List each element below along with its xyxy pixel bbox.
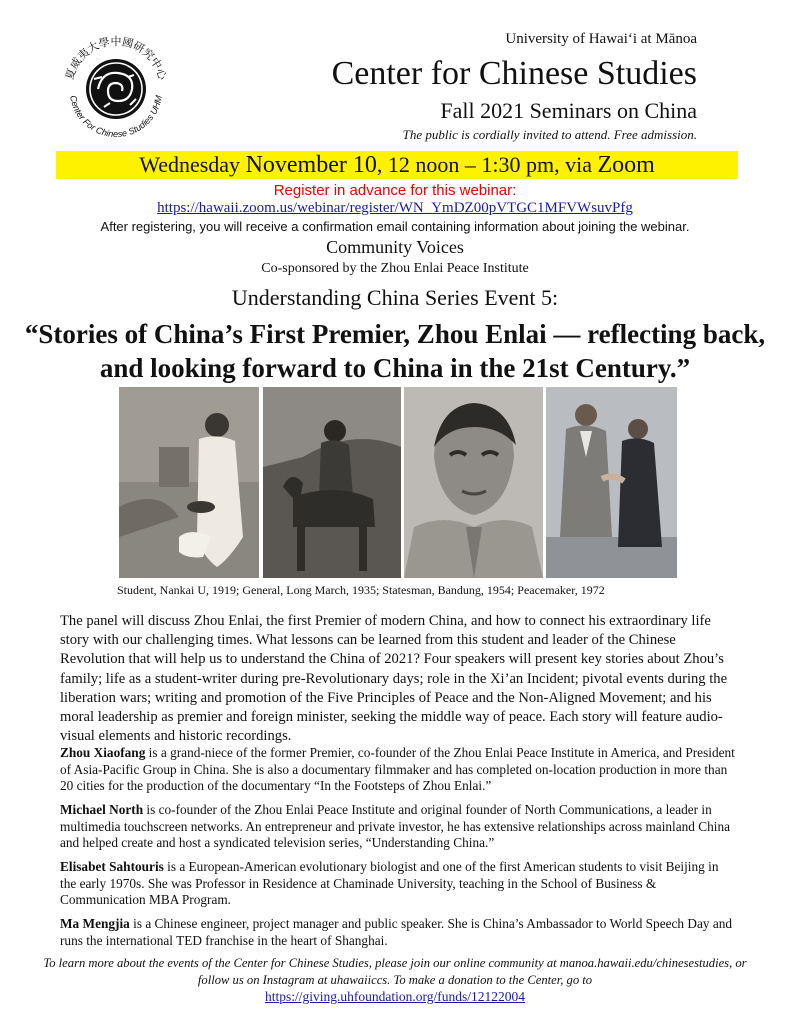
photo-peacemaker bbox=[546, 387, 677, 578]
svg-text:夏威夷大學中國研究中心: 夏威夷大學中國研究中心 bbox=[62, 35, 170, 82]
speaker-description: is co-founder of the Zhou Enlai Peace Institute and original founder of North Communications, a leader in multimedia touchscreen networks. An entrepreneur and private investor, he has extensive relationships across mainland China and helped create and host a syndicated television series, “Understanding China.” bbox=[60, 802, 731, 851]
speaker-bio bbox=[60, 802, 738, 852]
photo-statesman bbox=[404, 387, 543, 578]
register-link[interactable]: https://hawaii.zoom.us/webinar/register/WN_YmDZ00pVTGC1MFVWsuvPfg bbox=[157, 200, 633, 216]
speaker-bio bbox=[60, 859, 738, 909]
university-name: University of Hawaiʻi at Mānoa bbox=[505, 31, 697, 47]
event-time: , 12 noon – 1:30 pm, via bbox=[376, 152, 592, 177]
program-name: Community Voices bbox=[326, 237, 464, 257]
series-event-heading: Understanding China Series Event 5: bbox=[231, 285, 559, 310]
event-date: November 10 bbox=[245, 152, 377, 178]
speaker-bio bbox=[60, 745, 738, 795]
event-day: Wednesday bbox=[139, 152, 241, 177]
speaker-description: is a European-American evolutionary biologist and one of the first American students to visit Beijing in the early 1970s. She was Professor in Residence at Chaminade University, teaching in the School of Business & Communication MBA Program. bbox=[60, 859, 719, 908]
seal-emblem-icon bbox=[58, 31, 174, 147]
event-description: The panel will discuss Zhou Enlai, the first Premier of modern China, and how to connect his extraordinary life story with our challenging times. What lessons can be learned from this student and leader of the Chinese Revolution that will help us to understand the China of 2021? Four speakers will present key stories about Zhou’s family; life as a student-writer during pre-Revolutionary days; role in the Xi’an Incident; pivotal events during the liberation wars; writing and promotion of the Five Principles of Peace and the Non-Aligned Movement; and his moral leadership as premier and foreign minister, seeking the middle way of peace. Each story will feature audio-visual elements and historic recordings. bbox=[60, 613, 728, 745]
photo-caption: Student, Nankai U, 1919; General, Long March, 1935; Statesman, Bandung, 1954; Peacemaker, 1972 bbox=[117, 583, 605, 597]
footer-note: To learn more about the events of the Center for Chinese Studies, please join our online community at manoa.hawaii.edu/chinesestudies, or follow us on Instagram at uhawaiiccs. To make a donation to the Center, go to bbox=[43, 956, 747, 987]
photo-student bbox=[119, 387, 259, 578]
photo-general bbox=[263, 387, 401, 578]
after-register-note: After registering, you will receive a confirmation email containing information about joining the webinar. bbox=[100, 219, 690, 234]
event-title: “Stories of China’s First Premier, Zhou Enlai — reflecting back, and looking forward to China in the 21st Century.” bbox=[24, 319, 766, 383]
seminar-series-term: Fall 2021 Seminars on China bbox=[440, 98, 697, 123]
event-platform: Zoom bbox=[597, 152, 655, 178]
speaker-name: Michael North bbox=[60, 802, 144, 817]
donation-link[interactable]: https://giving.uhfoundation.org/funds/12122004 bbox=[264, 989, 525, 1004]
speaker-name: Ma Mengjia bbox=[60, 916, 130, 931]
register-prompt: Register in advance for this webinar: bbox=[273, 182, 517, 199]
speaker-description: is a Chinese engineer, project manager and public speaker. She is China’s Ambassador to World Speech Day and runs the international TED franchise in the heart of Shanghai. bbox=[60, 916, 733, 948]
cosponsor-line: Co-sponsored by the Zhou Enlai Peace Institute bbox=[261, 261, 529, 276]
speaker-description: is a grand-niece of the former Premier, co-founder of the Zhou Enlai Peace Institute in America, and President of Asia-Pacific Group in China. She is also a documentary filmmaker and has completed on-location production in more than 20 cities for the production of the documentary “In the Footsteps of Zhou Enlai.” bbox=[60, 745, 735, 794]
speaker-name: Zhou Xiaofang bbox=[60, 745, 146, 760]
center-logo bbox=[58, 31, 174, 147]
svg-text:Center For Chinese Studies UHM: Center For Chinese Studies UHM bbox=[68, 94, 164, 140]
center-title: Center for Chinese Studies bbox=[331, 55, 697, 92]
public-invitation-note: The public is cordially invited to attend. Free admission. bbox=[402, 127, 697, 142]
event-datetime-banner bbox=[56, 151, 738, 179]
speaker-bio bbox=[60, 916, 738, 949]
speaker-name: Elisabet Sahtouris bbox=[60, 859, 164, 874]
